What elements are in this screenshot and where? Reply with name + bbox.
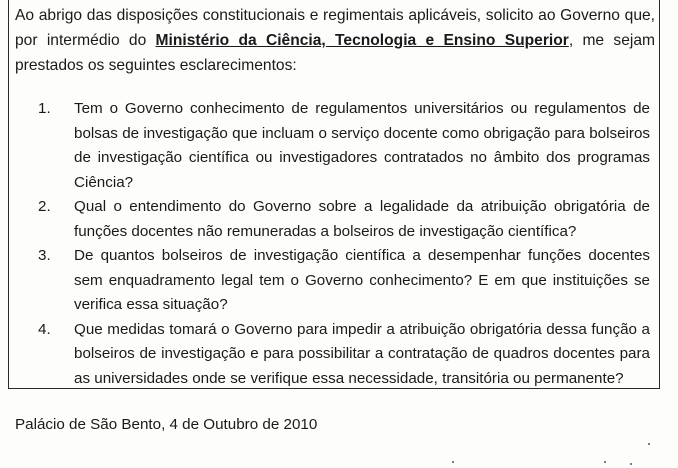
questions-list bbox=[38, 97, 650, 391]
question-text: De quantos bolseiros de investigação científica a desempenhar funções docentes sem enquadramento legal tem o Governo conhecimento? E em que instituições se verifica essa situação? bbox=[74, 247, 650, 313]
scan-speck bbox=[452, 461, 454, 463]
question-text: Qual o entendimento do Governo sobre a legalidade da atribuição obrigatória de funções docentes não remuneradas a bolseiros de investigação científica? bbox=[74, 198, 650, 240]
question-text: Que medidas tomará o Governo para impedir a atribuição obrigatória dessa função a bolseiros de investigação e para possibilitar a contratação de quadros docentes para as universidades onde se verifique essa necessidade, transitória ou permanente? bbox=[74, 320, 650, 387]
question-number: 4. bbox=[38, 320, 51, 338]
intro-text-after: , me sejam prestados os seguintes esclarecimentos: bbox=[15, 32, 655, 74]
scan-speck bbox=[648, 443, 650, 445]
question-number: 2. bbox=[38, 198, 51, 215]
scan-speck bbox=[604, 461, 606, 463]
scan-speck bbox=[630, 463, 632, 465]
place-date-line: Palácio de São Bento, 4 de Outubro de 2010 bbox=[15, 416, 318, 433]
intro-paragraph bbox=[15, 3, 655, 78]
question-item bbox=[38, 318, 650, 392]
question-number: 1. bbox=[38, 100, 51, 117]
question-number: 3. bbox=[38, 247, 51, 264]
question-item bbox=[38, 97, 650, 195]
ministry-name: Ministério da Ciência, Tecnologia e Ensino Superior bbox=[155, 32, 569, 49]
intro-text-before: Ao abrigo das disposições constitucionais e regimentais aplicáveis, solicito ao Governo que, por intermédio do bbox=[15, 7, 655, 49]
question-item bbox=[38, 244, 650, 318]
question-item bbox=[38, 195, 650, 244]
question-text: Tem o Governo conhecimento de regulamentos universitários ou regulamentos de bolsas de investigação que incluam o serviço docente como obrigação para bolseiros de investigação científica ou investigadores contratados no âmbito dos programas Ciência? bbox=[74, 100, 650, 191]
